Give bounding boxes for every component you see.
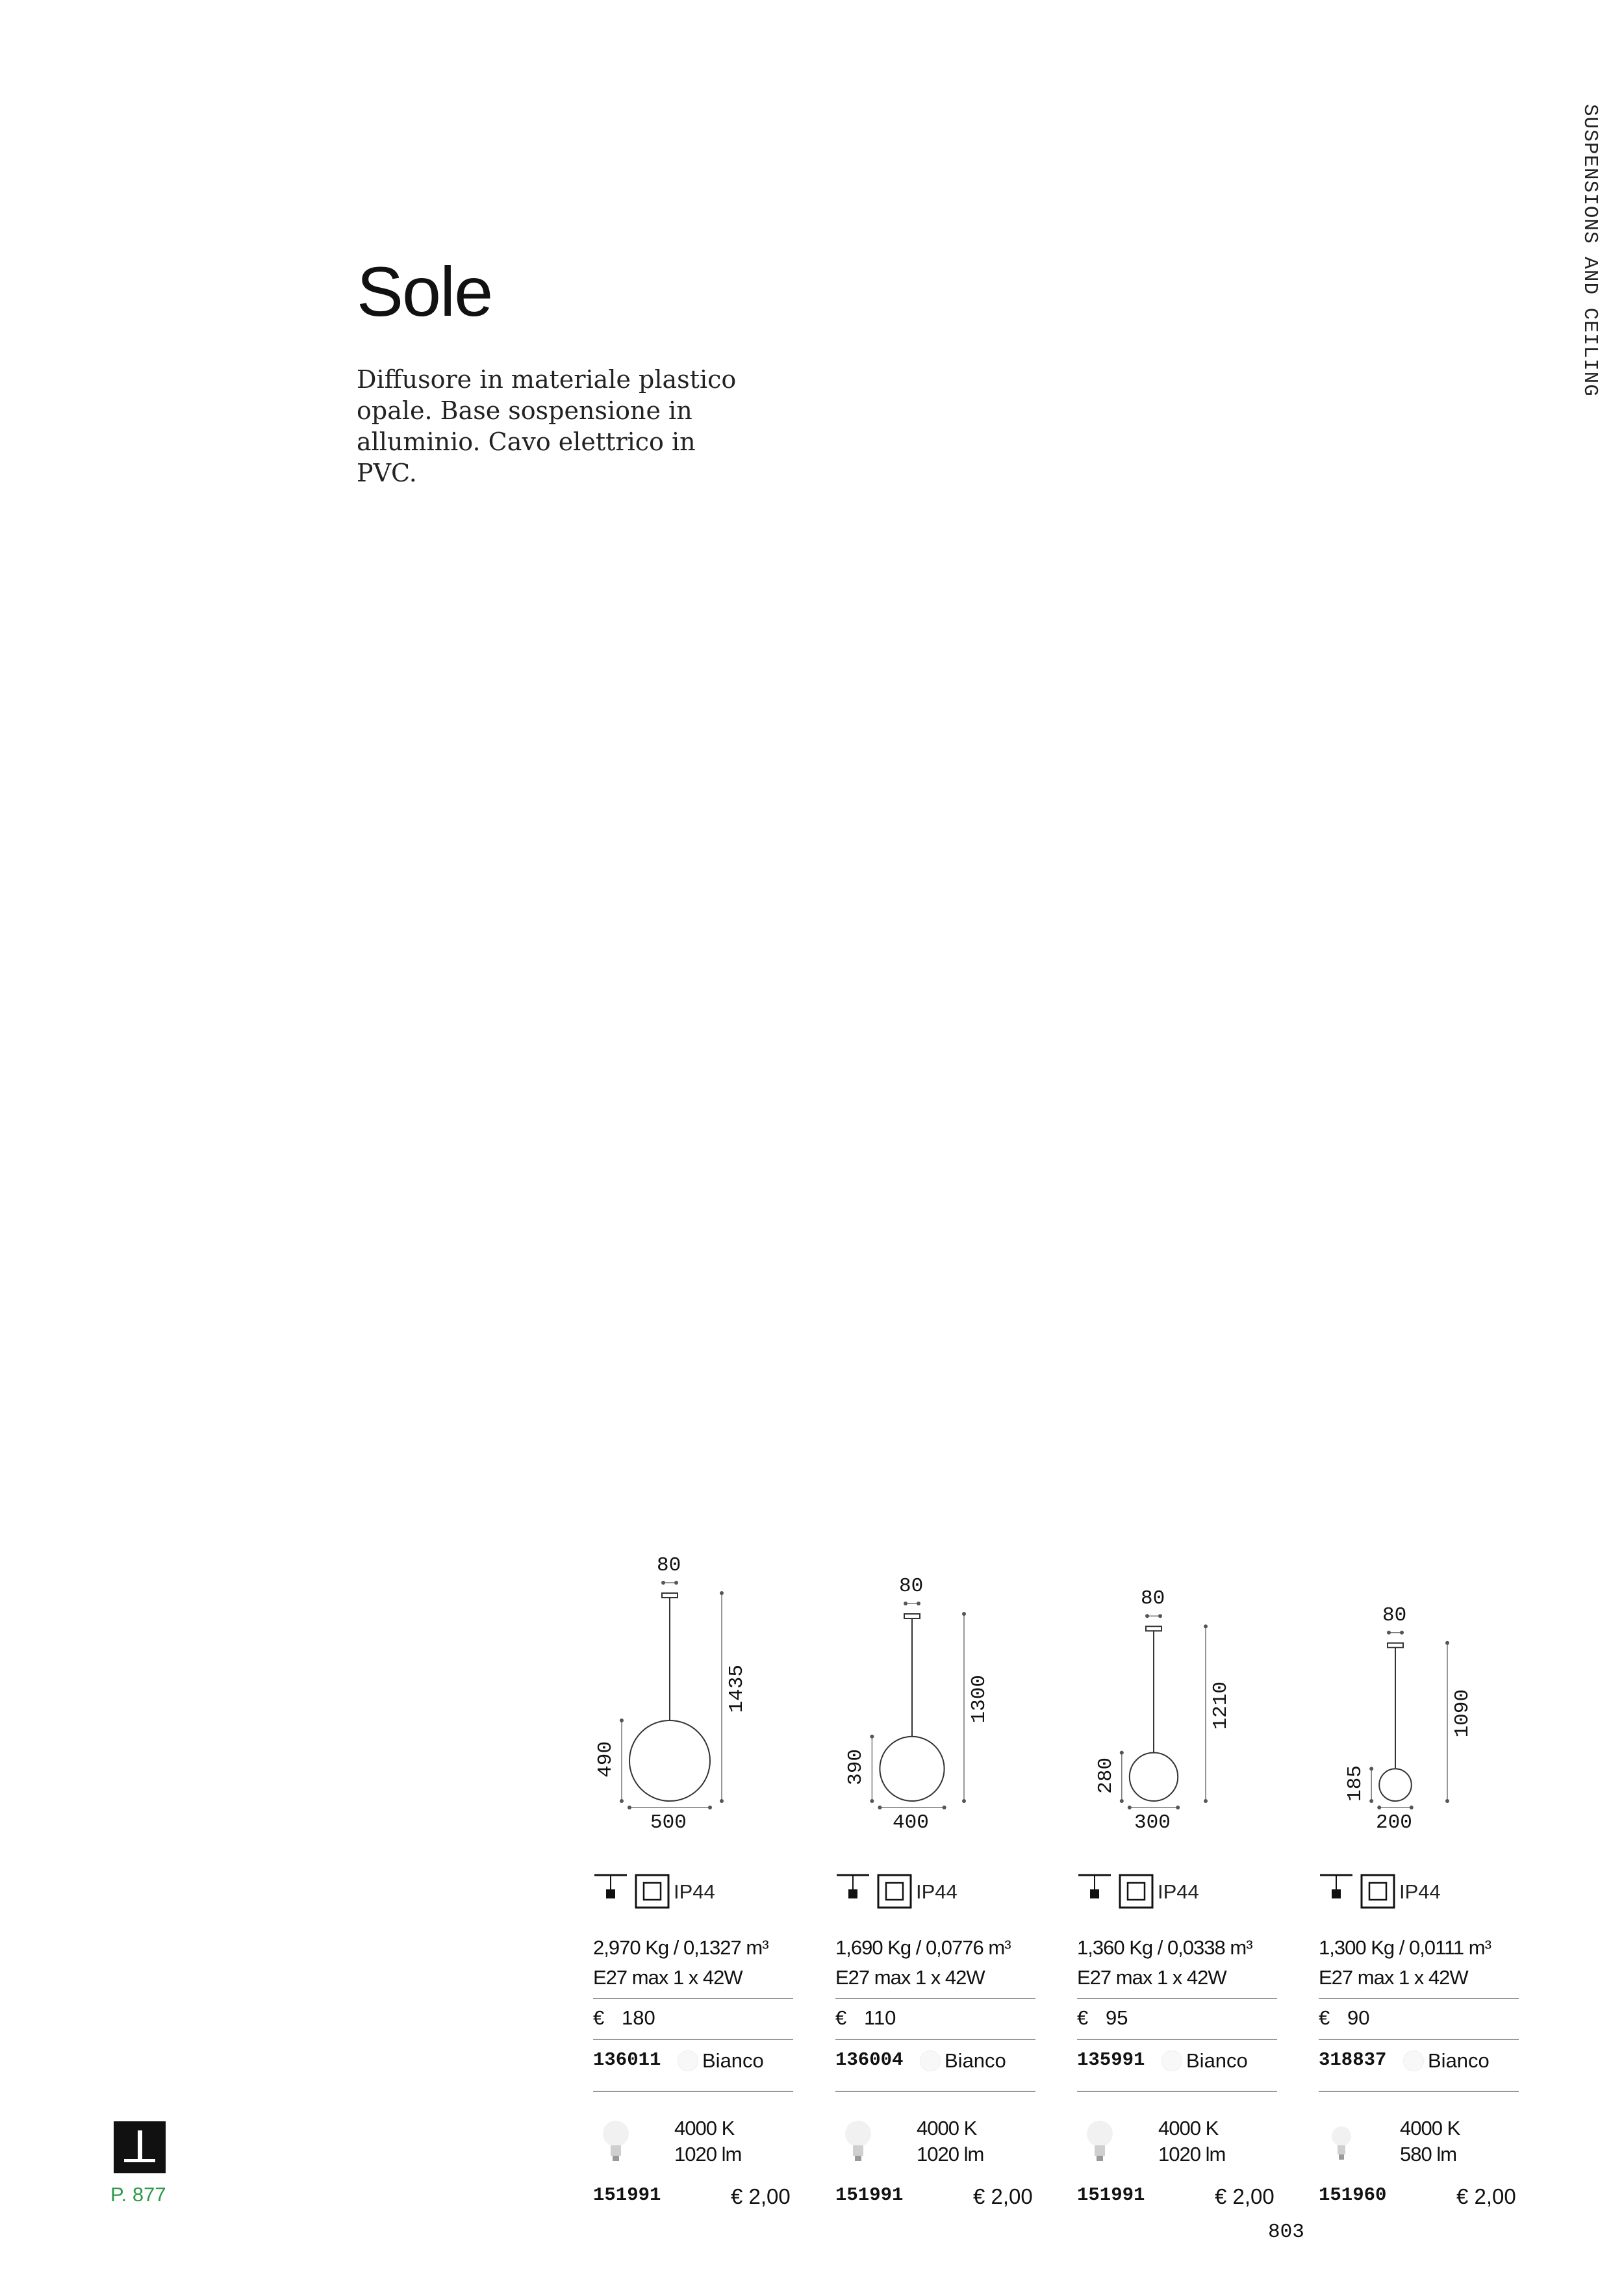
- price: 110: [864, 2006, 896, 2029]
- color-swatch: [678, 2050, 698, 2071]
- dimension-globe-height: 390: [844, 1749, 868, 1786]
- logo-mark-icon: [114, 2121, 166, 2173]
- luminous-flux: 1020 lm: [674, 2143, 742, 2165]
- section-label: SUSPENSIONS AND CEILING: [1579, 104, 1601, 397]
- dimension-top: 80: [657, 1554, 681, 1577]
- ip-rating: IP44: [916, 1880, 958, 1903]
- color-name: Bianco: [945, 2049, 1006, 2072]
- page-reference-link[interactable]: P. 877: [110, 2183, 166, 2206]
- ip-rating: IP44: [1399, 1880, 1441, 1903]
- bulb-code: 151991: [1077, 2184, 1145, 2206]
- page-number: 803: [1268, 2221, 1304, 2243]
- color-swatch: [1161, 2050, 1182, 2071]
- bulb-price: € 2,00: [731, 2184, 791, 2208]
- weight-volume: 1,690 Kg / 0,0776 m³: [835, 1936, 1011, 1959]
- bulb-spec: E27 max 1 x 42W: [1319, 1966, 1468, 1989]
- color-swatch: [1403, 2050, 1424, 2071]
- color-temperature: 4000 K: [1400, 2117, 1460, 2140]
- product-card: [1077, 1572, 1278, 2222]
- color-name: Bianco: [1186, 2049, 1248, 2072]
- light-bulb-icon: [1084, 2118, 1116, 2164]
- dimension-top: 80: [1382, 1603, 1407, 1627]
- dimension-top: 80: [899, 1575, 924, 1598]
- divider: [1319, 2039, 1519, 2040]
- globe-diffuser: [629, 1720, 710, 1801]
- light-bulb-icon: [842, 2118, 874, 2164]
- divider: [593, 2039, 793, 2040]
- color-temperature: 4000 K: [674, 2117, 735, 2140]
- ip-rating: IP44: [1158, 1880, 1199, 1903]
- divider: [1077, 2039, 1277, 2040]
- suspension-icon: [1077, 1872, 1116, 1905]
- weight-volume: 1,360 Kg / 0,0338 m³: [1077, 1936, 1252, 1959]
- color-swatch: [920, 2050, 941, 2071]
- weight-volume: 2,970 Kg / 0,1327 m³: [593, 1936, 768, 1959]
- dimension-height: 1300: [968, 1675, 991, 1724]
- product-family-title: Sole: [357, 252, 492, 331]
- product-code: 318837: [1319, 2049, 1387, 2071]
- globe-diffuser: [880, 1737, 944, 1801]
- divider: [593, 2091, 793, 2092]
- divider: [1077, 1998, 1277, 1999]
- divider: [593, 1998, 793, 1999]
- dimension-height: 1210: [1210, 1681, 1232, 1730]
- color-name: Bianco: [1428, 2049, 1490, 2072]
- bulb-spec: E27 max 1 x 42W: [835, 1966, 985, 1989]
- ip-rating: IP44: [674, 1880, 715, 1903]
- bulb-price: € 2,00: [1215, 2184, 1275, 2208]
- currency-symbol: €: [593, 2006, 605, 2029]
- product-card: [593, 1554, 794, 2222]
- luminous-flux: 580 lm: [1400, 2143, 1457, 2165]
- dimension-width: 200: [1376, 1811, 1412, 1834]
- color-name: Bianco: [702, 2049, 764, 2072]
- divider: [835, 2039, 1035, 2040]
- class-ii-insulation-icon: [877, 1874, 913, 1910]
- price: 90: [1347, 2006, 1370, 2029]
- light-bulb-icon: [1325, 2118, 1358, 2164]
- dimension-width: 300: [1134, 1811, 1171, 1834]
- currency-symbol: €: [1077, 2006, 1089, 2029]
- dimension-height: 1435: [726, 1665, 748, 1713]
- technical-drawing: [1077, 1572, 1278, 1871]
- divider: [835, 2091, 1035, 2092]
- currency-symbol: €: [835, 2006, 847, 2029]
- dimension-width: 400: [893, 1811, 929, 1834]
- suspension-icon: [1319, 1872, 1358, 1905]
- bulb-spec: E27 max 1 x 42W: [1077, 1966, 1226, 1989]
- globe-diffuser: [1130, 1753, 1178, 1801]
- dimension-top: 80: [1141, 1587, 1165, 1611]
- product-card: [835, 1572, 1037, 2222]
- dimension-width: 500: [650, 1811, 687, 1834]
- product-code: 136004: [835, 2049, 904, 2071]
- brand-logo: [114, 2121, 166, 2173]
- dimension-height: 1090: [1451, 1689, 1474, 1738]
- dimension-globe-height: 280: [1094, 1757, 1117, 1794]
- price: 95: [1106, 2006, 1128, 2029]
- class-ii-insulation-icon: [635, 1874, 671, 1910]
- bulb-code: 151991: [835, 2184, 904, 2206]
- technical-drawing: [835, 1572, 1037, 1871]
- weight-volume: 1,300 Kg / 0,0111 m³: [1319, 1936, 1491, 1959]
- product-card: [1319, 1572, 1520, 2222]
- bulb-price: € 2,00: [973, 2184, 1033, 2208]
- class-ii-insulation-icon: [1119, 1874, 1155, 1910]
- luminous-flux: 1020 lm: [1158, 2143, 1226, 2165]
- luminous-flux: 1020 lm: [917, 2143, 984, 2165]
- product-code: 135991: [1077, 2049, 1145, 2071]
- price: 180: [622, 2006, 655, 2029]
- suspension-icon: [835, 1872, 874, 1905]
- product-code: 136011: [593, 2049, 661, 2071]
- dimension-globe-height: 185: [1344, 1765, 1367, 1802]
- suspension-icon: [593, 1872, 632, 1905]
- light-bulb-icon: [600, 2118, 632, 2164]
- color-temperature: 4000 K: [1158, 2117, 1219, 2140]
- color-temperature: 4000 K: [917, 2117, 977, 2140]
- technical-drawing: [593, 1572, 794, 1871]
- class-ii-insulation-icon: [1360, 1874, 1397, 1910]
- bulb-code: 151960: [1319, 2184, 1387, 2206]
- bulb-price: € 2,00: [1456, 2184, 1516, 2208]
- divider: [1077, 2091, 1277, 2092]
- bulb-spec: E27 max 1 x 42W: [593, 1966, 742, 1989]
- bulb-code: 151991: [593, 2184, 661, 2206]
- globe-diffuser: [1379, 1769, 1412, 1801]
- dimension-globe-height: 490: [594, 1741, 617, 1778]
- divider: [1319, 1998, 1519, 1999]
- product-description: Diffusore in materiale plastico opale. Base sospensione in alluminio. Cavo elettrico in PVC.: [357, 365, 737, 487]
- technical-drawing: [1319, 1572, 1520, 1871]
- divider: [1319, 2091, 1519, 2092]
- currency-symbol: €: [1319, 2006, 1330, 2029]
- divider: [835, 1998, 1035, 1999]
